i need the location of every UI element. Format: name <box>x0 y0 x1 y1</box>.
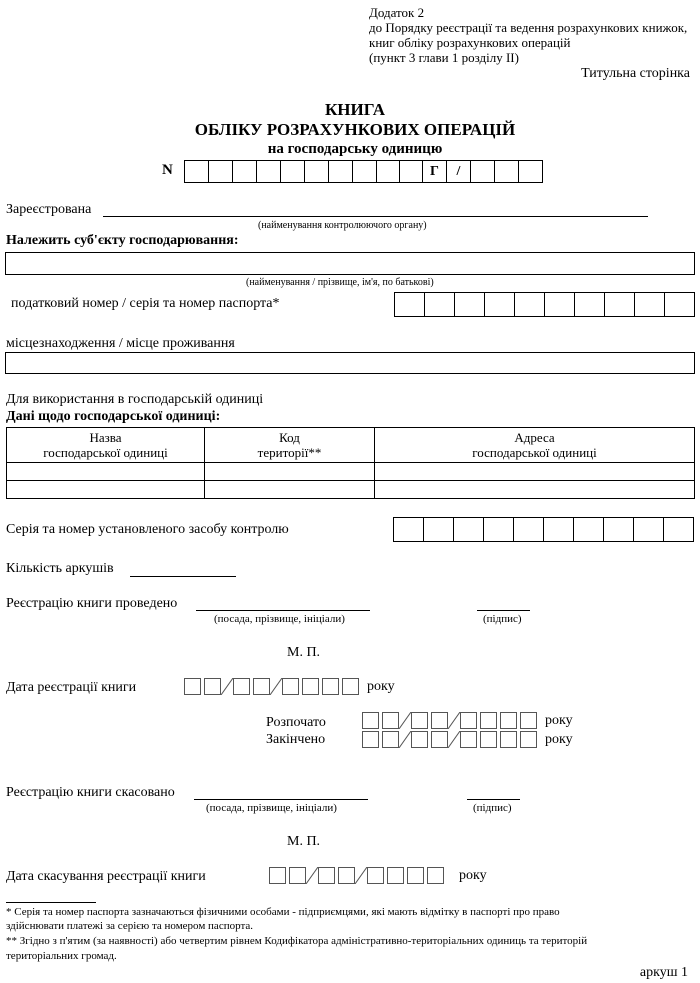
tax-number-label: податковий номер / серія та номер паспорта* <box>11 296 280 311</box>
slash-icon <box>306 867 318 884</box>
device-cell[interactable] <box>424 517 454 542</box>
footnote-2-line-1: ** Згідно з п'ятим (за наявності) або четвертим рівнем Кодифікатора адміністративно-територіальних одиниць та територій <box>6 935 588 947</box>
date-digit-cell[interactable] <box>338 867 355 884</box>
title-line-2: ОБЛІКУ РОЗРАХУНКОВИХ ОПЕРАЦІЙ <box>194 120 516 139</box>
registered-authority-field[interactable] <box>103 216 648 217</box>
device-cell[interactable] <box>394 517 424 542</box>
appendix-line: до Порядку реєстрації та ведення розрахункових книжок, <box>369 20 688 35</box>
date-digit-cell[interactable] <box>204 678 221 695</box>
number-cell[interactable] <box>305 160 329 183</box>
date-digit-cell[interactable] <box>233 678 250 695</box>
device-cell[interactable] <box>544 517 574 542</box>
cancellation-official-field[interactable] <box>194 799 368 800</box>
date-digit-cell[interactable] <box>520 712 537 729</box>
footnote-2-line-2: територіальних громад. <box>6 950 117 962</box>
date-digit-cell[interactable] <box>427 867 444 884</box>
location-field[interactable] <box>5 352 695 374</box>
device-cell[interactable] <box>574 517 604 542</box>
device-cell[interactable] <box>454 517 484 542</box>
book-number-cells[interactable] <box>184 160 543 183</box>
number-cell[interactable] <box>257 160 281 183</box>
device-cell[interactable] <box>664 517 694 542</box>
number-cell[interactable] <box>519 160 543 183</box>
footnote-divider <box>6 902 96 903</box>
number-cell[interactable] <box>377 160 400 183</box>
date-digit-cell[interactable] <box>460 731 477 748</box>
date-digit-cell[interactable] <box>411 731 428 748</box>
page-type-label: Титульна сторінка <box>581 66 690 81</box>
date-digit-cell[interactable] <box>282 678 299 695</box>
finished-date-field[interactable] <box>362 731 573 748</box>
date-digit-cell[interactable] <box>318 867 335 884</box>
cancellation-signature-hint: (підпис) <box>473 802 512 814</box>
table-cell[interactable] <box>7 481 205 499</box>
slash-icon <box>355 867 367 884</box>
table-cell[interactable] <box>375 481 695 499</box>
appendix-line: книг обліку розрахункових операцій <box>369 35 571 50</box>
footnote-1-line-1: * Серія та номер паспорта зазначаються фізичними особами - підприємцями, які мають відмітку в паспорті про право <box>6 906 560 918</box>
registration-stamp: М. П. <box>287 645 321 660</box>
cancellation-stamp: М. П. <box>287 834 321 849</box>
date-digit-cell[interactable] <box>500 731 517 748</box>
date-digit-cell[interactable] <box>387 867 404 884</box>
number-cell[interactable] <box>471 160 495 183</box>
date-digit-cell[interactable] <box>253 678 270 695</box>
registration-date-label: Дата реєстрації книги <box>6 680 137 695</box>
date-digit-cell[interactable] <box>480 712 497 729</box>
control-device-cells[interactable] <box>393 517 694 542</box>
date-digit-cell[interactable] <box>362 731 379 748</box>
registration-date-field[interactable] <box>184 678 395 695</box>
cancellation-label: Реєстрацію книги скасовано <box>6 785 175 800</box>
table-cell[interactable] <box>375 463 695 481</box>
cancellation-date-field[interactable] <box>269 867 487 884</box>
owner-heading: Належить суб'єкту господарювання: <box>6 233 239 248</box>
date-digit-cell[interactable] <box>269 867 286 884</box>
usage-label: Для використання в господарській одиниці <box>6 392 264 407</box>
registered-hint: (найменування контролюючого органу) <box>258 220 427 231</box>
tax-cell[interactable] <box>425 292 455 317</box>
date-digit-cell[interactable] <box>322 678 339 695</box>
table-cell[interactable] <box>7 463 205 481</box>
number-cell[interactable] <box>400 160 423 183</box>
date-digit-cell[interactable] <box>184 678 201 695</box>
registration-position-hint: (посада, прізвище, ініціали) <box>214 613 345 625</box>
date-suffix: року <box>545 732 573 747</box>
tax-cell[interactable] <box>485 292 515 317</box>
table-cell[interactable] <box>205 481 375 499</box>
title-line-1: КНИГА <box>324 100 385 119</box>
date-digit-cell[interactable] <box>367 867 384 884</box>
tax-cell[interactable] <box>455 292 485 317</box>
unit-heading: Дані щодо господарської одиниці: <box>6 409 221 424</box>
number-cell[interactable] <box>185 160 209 183</box>
title-line-3: на господарську одиницю <box>267 141 443 157</box>
appendix-line: Додаток 2 <box>369 5 425 20</box>
number-cell[interactable] <box>233 160 257 183</box>
cancellation-signature-field[interactable] <box>467 799 520 800</box>
table-row <box>7 481 695 499</box>
column-header-name: Назва господарської одиниці <box>7 428 205 463</box>
date-digit-cell[interactable] <box>431 731 448 748</box>
date-digit-cell[interactable] <box>431 712 448 729</box>
table-row <box>7 463 695 481</box>
page-footer: аркуш 1 <box>639 965 688 980</box>
registration-signature-hint: (підпис) <box>483 613 522 625</box>
slash-icon <box>448 731 460 748</box>
date-digit-cell[interactable] <box>382 731 399 748</box>
table-cell[interactable] <box>205 463 375 481</box>
number-cell[interactable] <box>329 160 353 183</box>
tax-cell[interactable] <box>545 292 575 317</box>
device-cell[interactable] <box>514 517 544 542</box>
registration-official-field[interactable] <box>196 610 370 611</box>
date-suffix: року <box>367 679 395 694</box>
started-date-field[interactable] <box>362 712 573 729</box>
registration-label: Реєстрацію книги проведено <box>6 596 178 611</box>
table-header-row <box>7 428 695 463</box>
finished-label: Закінчено <box>266 732 326 747</box>
date-digit-cell[interactable] <box>500 712 517 729</box>
owner-name-hint: (найменування / прізвище, ім'я, по батькові) <box>246 277 434 288</box>
appendix-block <box>369 5 687 65</box>
slash-icon <box>399 731 411 748</box>
date-digit-cell[interactable] <box>382 712 399 729</box>
tax-cell[interactable] <box>575 292 605 317</box>
date-digit-cell[interactable] <box>480 731 497 748</box>
cancellation-position-hint: (посада, прізвище, ініціали) <box>206 802 337 814</box>
registration-signature-field[interactable] <box>477 610 530 611</box>
date-suffix: року <box>459 868 487 883</box>
sheets-label: Кількість аркушів <box>6 561 114 576</box>
control-device-label: Серія та номер установленого засобу контролю <box>6 522 289 537</box>
number-label: N <box>162 162 173 178</box>
column-header-code: Код території** <box>205 428 375 463</box>
tax-cell[interactable] <box>515 292 545 317</box>
started-label: Розпочато <box>266 715 326 730</box>
date-digit-cell[interactable] <box>411 712 428 729</box>
number-cell-slash: / <box>447 160 471 183</box>
slash-icon <box>270 678 282 695</box>
date-digit-cell[interactable] <box>460 712 477 729</box>
tax-number-cells[interactable] <box>394 292 695 317</box>
footnote-1-line-2: здійснювати платежі за серією та номером паспорта. <box>6 920 254 932</box>
date-digit-cell[interactable] <box>302 678 319 695</box>
number-cell-g: Г <box>423 160 447 183</box>
date-digit-cell[interactable] <box>342 678 359 695</box>
slash-icon <box>448 712 460 729</box>
cancellation-date-label: Дата скасування реєстрації книги <box>6 869 206 884</box>
device-cell[interactable] <box>604 517 634 542</box>
tax-cell[interactable] <box>605 292 635 317</box>
device-cell[interactable] <box>634 517 664 542</box>
registered-label: Зареєстрована <box>6 202 92 217</box>
number-cell[interactable] <box>353 160 377 183</box>
number-cell[interactable] <box>495 160 519 183</box>
tax-cell[interactable] <box>665 292 695 317</box>
sheets-field[interactable] <box>130 576 236 577</box>
number-cell[interactable] <box>209 160 233 183</box>
column-header-address: Адреса господарської одиниці <box>375 428 695 463</box>
date-digit-cell[interactable] <box>289 867 306 884</box>
tax-cell[interactable] <box>635 292 665 317</box>
owner-name-field[interactable] <box>5 252 695 275</box>
number-cell[interactable] <box>281 160 305 183</box>
date-digit-cell[interactable] <box>362 712 379 729</box>
date-suffix: року <box>545 713 573 728</box>
slash-icon <box>221 678 233 695</box>
units-table <box>6 427 695 499</box>
tax-cell[interactable] <box>395 292 425 317</box>
date-digit-cell[interactable] <box>407 867 424 884</box>
date-digit-cell[interactable] <box>520 731 537 748</box>
appendix-line: (пункт 3 глави 1 розділу ІІ) <box>369 50 519 65</box>
location-label: місцезнаходження / місце проживання <box>6 336 235 351</box>
slash-icon <box>399 712 411 729</box>
device-cell[interactable] <box>484 517 514 542</box>
